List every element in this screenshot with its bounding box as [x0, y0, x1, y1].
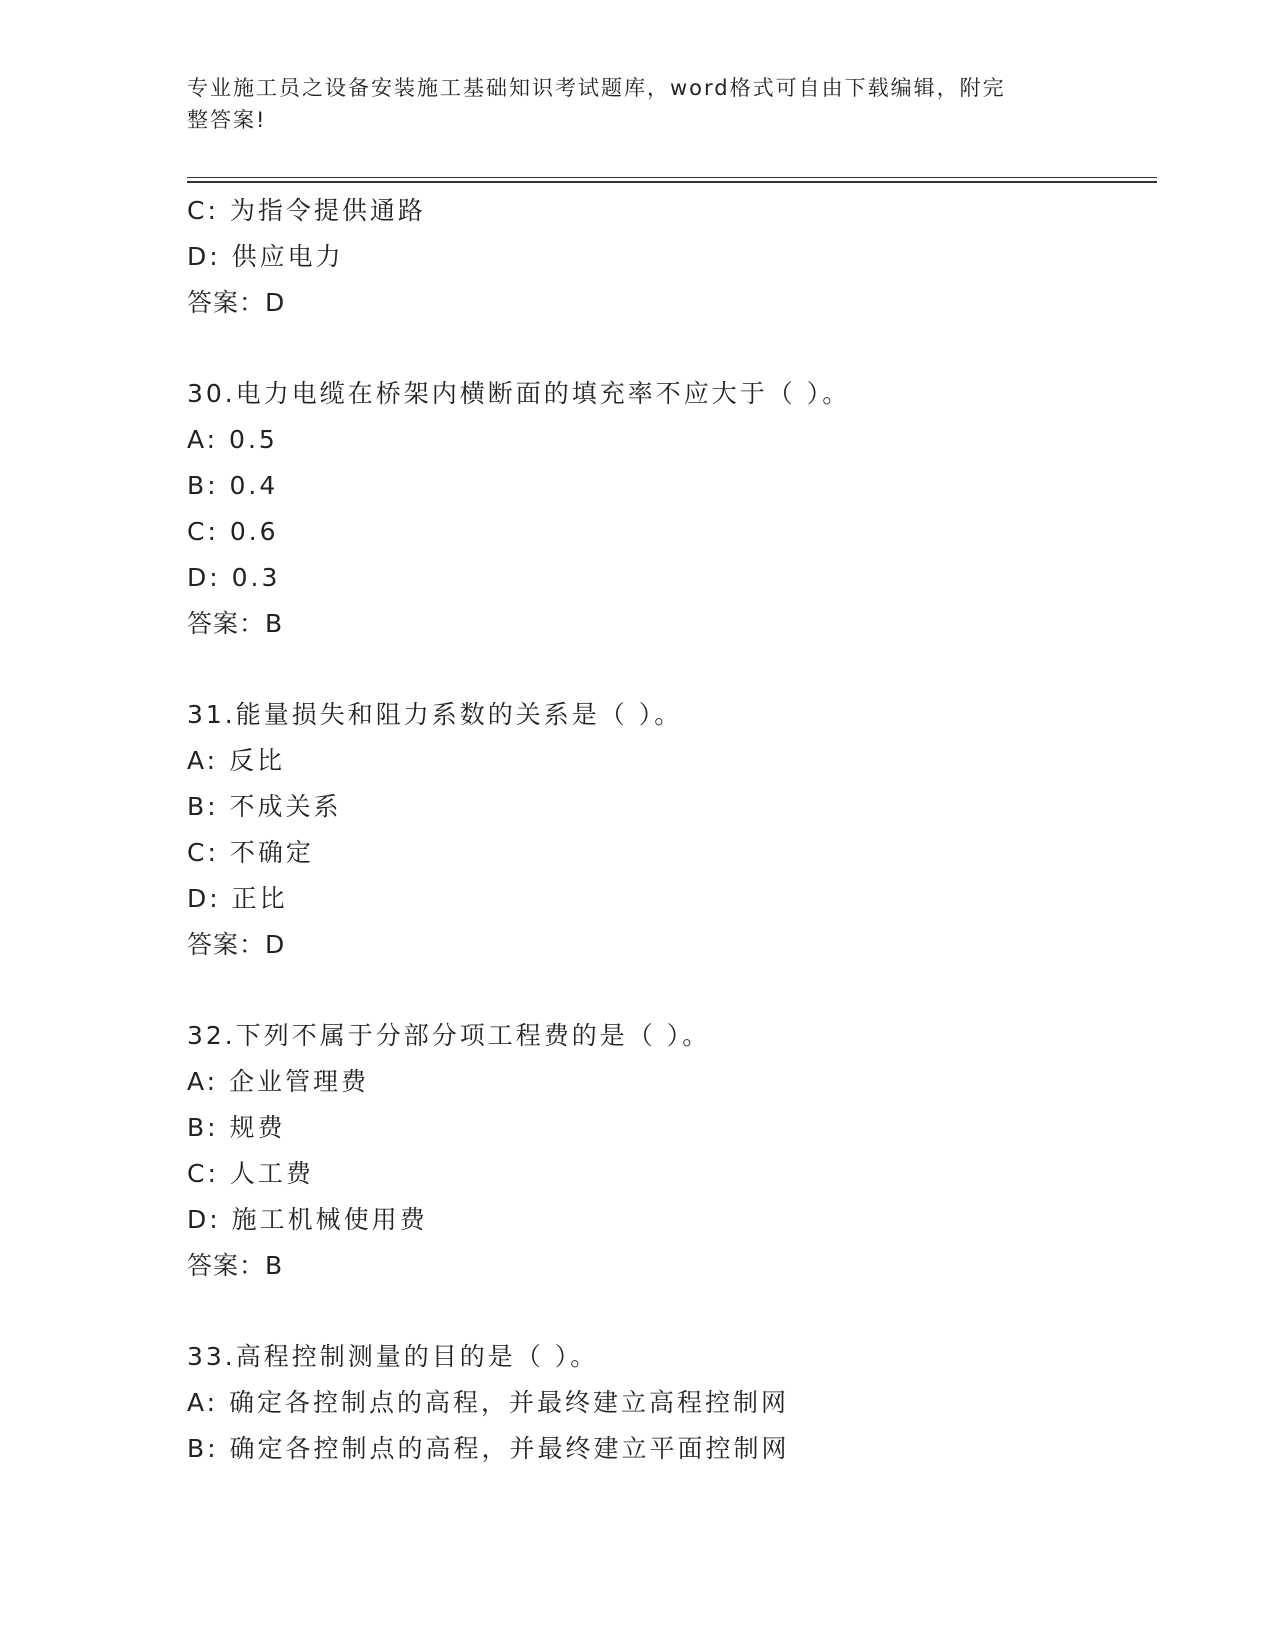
- option-a: A: 确定各控制点的高程，并最终建立高程控制网: [187, 1388, 790, 1417]
- option-d: D: 施工机械使用费: [187, 1205, 428, 1234]
- question-stem: 33.高程控制测量的目的是（ ）。: [187, 1342, 599, 1371]
- document-header: [187, 72, 1067, 136]
- answer: 答案：D: [187, 930, 286, 959]
- answer: 答案：B: [187, 1251, 284, 1280]
- question-list: [187, 188, 1147, 1472]
- header-divider-thin: [187, 177, 1157, 178]
- option-a: A: 企业管理费: [187, 1067, 370, 1096]
- question-33: [187, 1334, 1147, 1472]
- option-b: B: 0.4: [187, 471, 279, 500]
- header-line-1: 专业施工员之设备安装施工基础知识考试题库，word格式可自由下载编辑，附完: [187, 76, 1006, 100]
- question-stem: 30.电力电缆在桥架内横断面的填充率不应大于（ ）。: [187, 379, 851, 408]
- option-c: C: 0.6: [187, 517, 279, 546]
- continued-question: [187, 188, 1147, 326]
- header-divider-thick: [187, 181, 1157, 183]
- option-c: C: 为指令提供通路: [187, 196, 426, 225]
- spacer: [187, 968, 1147, 1013]
- option-a: A: 反比: [187, 746, 286, 775]
- question-32: [187, 1013, 1147, 1289]
- spacer: [187, 1289, 1147, 1334]
- question-stem: 31.能量损失和阻力系数的关系是（ ）。: [187, 700, 683, 729]
- option-d: D: 0.3: [187, 563, 281, 592]
- option-d: D: 供应电力: [187, 242, 344, 271]
- option-c: C: 不确定: [187, 838, 314, 867]
- option-a: A: 0.5: [187, 425, 278, 454]
- option-b: B: 确定各控制点的高程，并最终建立平面控制网: [187, 1434, 790, 1463]
- question-31: [187, 692, 1147, 968]
- question-30: [187, 371, 1147, 647]
- option-b: B: 不成关系: [187, 792, 342, 821]
- answer: 答案：D: [187, 288, 286, 317]
- answer: 答案：B: [187, 609, 284, 638]
- question-stem: 32.下列不属于分部分项工程费的是（ ）。: [187, 1021, 711, 1050]
- option-d: D: 正比: [187, 884, 288, 913]
- option-c: C: 人工费: [187, 1159, 314, 1188]
- header-line-2: 整答案!: [187, 108, 267, 132]
- spacer: [187, 326, 1147, 371]
- option-b: B: 规费: [187, 1113, 286, 1142]
- spacer: [187, 647, 1147, 692]
